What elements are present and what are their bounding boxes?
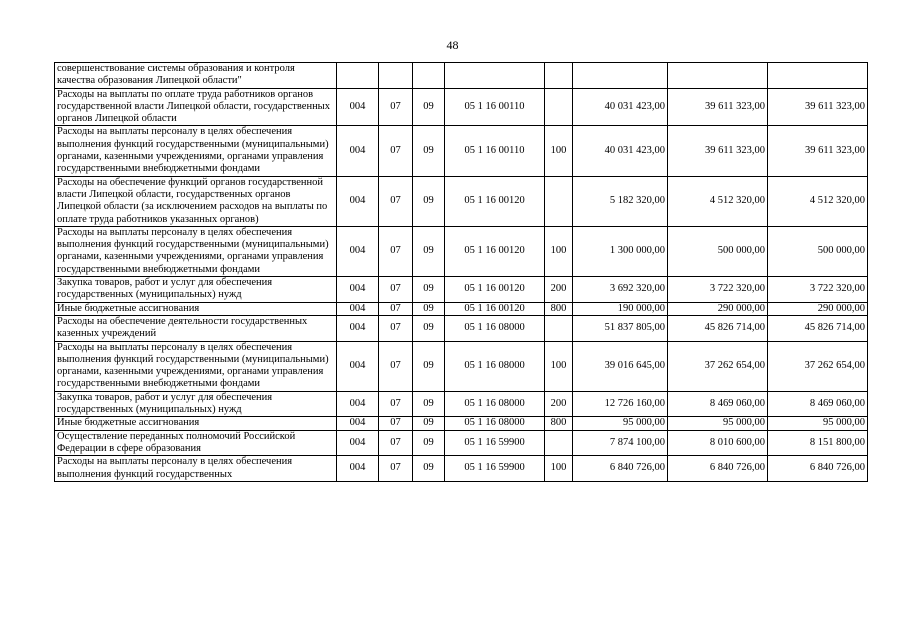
section-code-cell: 07 bbox=[379, 277, 413, 303]
expense-type-cell bbox=[545, 315, 573, 341]
amount-year3-cell: 37 262 654,00 bbox=[768, 341, 868, 391]
expense-type-cell: 200 bbox=[545, 391, 573, 417]
row-name-cell: совершенствование системы образования и контроля качества образования Липецкой области" bbox=[55, 63, 337, 89]
subsection-code-cell: 09 bbox=[413, 430, 445, 456]
amount-year2-cell: 95 000,00 bbox=[668, 417, 768, 430]
budget-table bbox=[54, 62, 868, 482]
target-article-cell: 05 1 16 08000 bbox=[445, 341, 545, 391]
subsection-code-cell: 09 bbox=[413, 126, 445, 176]
table-row bbox=[55, 277, 868, 303]
row-name-cell: Расходы на обеспечение функций органов государственной власти Липецкой области, государственных органов Липецкой области (за исключением расходов на выплаты по оплате труда работников указанных органов) bbox=[55, 176, 337, 226]
row-name-cell: Расходы на выплаты персоналу в целях обеспечения выполнения функций государственными (муниципальными) органами, казенными учреждениями, органами управления государственными внебюджетными фондами bbox=[55, 341, 337, 391]
ministry-code-cell: 004 bbox=[337, 315, 379, 341]
subsection-code-cell: 09 bbox=[413, 391, 445, 417]
expense-type-cell bbox=[545, 88, 573, 126]
section-code-cell bbox=[379, 63, 413, 89]
target-article-cell: 05 1 16 08000 bbox=[445, 417, 545, 430]
amount-year3-cell: 39 611 323,00 bbox=[768, 88, 868, 126]
section-code-cell: 07 bbox=[379, 315, 413, 341]
target-article-cell bbox=[445, 63, 545, 89]
expense-type-cell: 200 bbox=[545, 277, 573, 303]
row-name-cell: Иные бюджетные ассигнования bbox=[55, 302, 337, 315]
amount-year2-cell: 39 611 323,00 bbox=[668, 88, 768, 126]
amount-year1-cell: 1 300 000,00 bbox=[573, 226, 668, 276]
ministry-code-cell: 004 bbox=[337, 126, 379, 176]
section-code-cell: 07 bbox=[379, 391, 413, 417]
expense-type-cell bbox=[545, 63, 573, 89]
section-code-cell: 07 bbox=[379, 88, 413, 126]
table-row bbox=[55, 88, 868, 126]
amount-year2-cell: 39 611 323,00 bbox=[668, 126, 768, 176]
subsection-code-cell: 09 bbox=[413, 302, 445, 315]
expense-type-cell: 100 bbox=[545, 341, 573, 391]
amount-year2-cell: 37 262 654,00 bbox=[668, 341, 768, 391]
subsection-code-cell: 09 bbox=[413, 88, 445, 126]
subsection-code-cell: 09 bbox=[413, 417, 445, 430]
target-article-cell: 05 1 16 59900 bbox=[445, 430, 545, 456]
amount-year3-cell: 500 000,00 bbox=[768, 226, 868, 276]
amount-year3-cell bbox=[768, 63, 868, 89]
expense-type-cell: 800 bbox=[545, 417, 573, 430]
target-article-cell: 05 1 16 59900 bbox=[445, 456, 545, 482]
ministry-code-cell: 004 bbox=[337, 391, 379, 417]
amount-year1-cell: 51 837 805,00 bbox=[573, 315, 668, 341]
section-code-cell: 07 bbox=[379, 341, 413, 391]
table-row bbox=[55, 302, 868, 315]
ministry-code-cell bbox=[337, 63, 379, 89]
row-name-cell: Закупка товаров, работ и услуг для обеспечения государственных (муниципальных) нужд bbox=[55, 391, 337, 417]
ministry-code-cell: 004 bbox=[337, 176, 379, 226]
ministry-code-cell: 004 bbox=[337, 226, 379, 276]
section-code-cell: 07 bbox=[379, 456, 413, 482]
row-name-cell: Расходы на выплаты персоналу в целях обеспечения выполнения функций государственными (муниципальными) органами, казенными учреждениями, органами управления государственными внебюджетными фондами bbox=[55, 126, 337, 176]
amount-year3-cell: 6 840 726,00 bbox=[768, 456, 868, 482]
subsection-code-cell: 09 bbox=[413, 341, 445, 391]
section-code-cell: 07 bbox=[379, 226, 413, 276]
subsection-code-cell: 09 bbox=[413, 315, 445, 341]
expense-type-cell: 800 bbox=[545, 302, 573, 315]
target-article-cell: 05 1 16 08000 bbox=[445, 315, 545, 341]
amount-year1-cell: 6 840 726,00 bbox=[573, 456, 668, 482]
target-article-cell: 05 1 16 00110 bbox=[445, 88, 545, 126]
amount-year3-cell: 290 000,00 bbox=[768, 302, 868, 315]
expense-type-cell: 100 bbox=[545, 126, 573, 176]
amount-year2-cell: 8 010 600,00 bbox=[668, 430, 768, 456]
table-row bbox=[55, 315, 868, 341]
expense-type-cell: 100 bbox=[545, 456, 573, 482]
subsection-code-cell: 09 bbox=[413, 456, 445, 482]
section-code-cell: 07 bbox=[379, 126, 413, 176]
row-name-cell: Иные бюджетные ассигнования bbox=[55, 417, 337, 430]
target-article-cell: 05 1 16 08000 bbox=[445, 391, 545, 417]
table-row bbox=[55, 430, 868, 456]
amount-year1-cell: 12 726 160,00 bbox=[573, 391, 668, 417]
expense-type-cell bbox=[545, 430, 573, 456]
row-name-cell: Расходы на выплаты по оплате труда работников органов государственной власти Липецкой области, государственных органов Липецкой области bbox=[55, 88, 337, 126]
row-name-cell: Расходы на выплаты персоналу в целях обеспечения выполнения функций государственных bbox=[55, 456, 337, 482]
amount-year3-cell: 4 512 320,00 bbox=[768, 176, 868, 226]
amount-year2-cell: 6 840 726,00 bbox=[668, 456, 768, 482]
target-article-cell: 05 1 16 00110 bbox=[445, 126, 545, 176]
target-article-cell: 05 1 16 00120 bbox=[445, 277, 545, 303]
table-row bbox=[55, 176, 868, 226]
expense-type-cell: 100 bbox=[545, 226, 573, 276]
subsection-code-cell: 09 bbox=[413, 176, 445, 226]
amount-year3-cell: 39 611 323,00 bbox=[768, 126, 868, 176]
section-code-cell: 07 bbox=[379, 176, 413, 226]
section-code-cell: 07 bbox=[379, 430, 413, 456]
amount-year1-cell: 5 182 320,00 bbox=[573, 176, 668, 226]
amount-year2-cell: 45 826 714,00 bbox=[668, 315, 768, 341]
amount-year2-cell bbox=[668, 63, 768, 89]
amount-year1-cell: 40 031 423,00 bbox=[573, 88, 668, 126]
amount-year1-cell: 3 692 320,00 bbox=[573, 277, 668, 303]
table-body bbox=[55, 63, 868, 482]
target-article-cell: 05 1 16 00120 bbox=[445, 302, 545, 315]
table-row bbox=[55, 63, 868, 89]
amount-year1-cell: 190 000,00 bbox=[573, 302, 668, 315]
ministry-code-cell: 004 bbox=[337, 302, 379, 315]
amount-year3-cell: 45 826 714,00 bbox=[768, 315, 868, 341]
row-name-cell: Расходы на выплаты персоналу в целях обеспечения выполнения функций государственными (муниципальными) органами, казенными учреждениями, органами управления государственными внебюджетными фондами bbox=[55, 226, 337, 276]
table-row bbox=[55, 226, 868, 276]
amount-year2-cell: 8 469 060,00 bbox=[668, 391, 768, 417]
ministry-code-cell: 004 bbox=[337, 430, 379, 456]
amount-year1-cell: 39 016 645,00 bbox=[573, 341, 668, 391]
row-name-cell: Расходы на обеспечение деятельности государственных казенных учреждений bbox=[55, 315, 337, 341]
amount-year2-cell: 3 722 320,00 bbox=[668, 277, 768, 303]
expense-type-cell bbox=[545, 176, 573, 226]
table-row bbox=[55, 417, 868, 430]
table-row bbox=[55, 391, 868, 417]
section-code-cell: 07 bbox=[379, 302, 413, 315]
amount-year3-cell: 8 469 060,00 bbox=[768, 391, 868, 417]
ministry-code-cell: 004 bbox=[337, 341, 379, 391]
amount-year3-cell: 8 151 800,00 bbox=[768, 430, 868, 456]
table-row bbox=[55, 456, 868, 482]
section-code-cell: 07 bbox=[379, 417, 413, 430]
amount-year1-cell bbox=[573, 63, 668, 89]
amount-year2-cell: 290 000,00 bbox=[668, 302, 768, 315]
target-article-cell: 05 1 16 00120 bbox=[445, 226, 545, 276]
ministry-code-cell: 004 bbox=[337, 277, 379, 303]
subsection-code-cell: 09 bbox=[413, 226, 445, 276]
amount-year2-cell: 500 000,00 bbox=[668, 226, 768, 276]
subsection-code-cell bbox=[413, 63, 445, 89]
target-article-cell: 05 1 16 00120 bbox=[445, 176, 545, 226]
amount-year2-cell: 4 512 320,00 bbox=[668, 176, 768, 226]
ministry-code-cell: 004 bbox=[337, 417, 379, 430]
amount-year3-cell: 3 722 320,00 bbox=[768, 277, 868, 303]
amount-year1-cell: 7 874 100,00 bbox=[573, 430, 668, 456]
amount-year1-cell: 40 031 423,00 bbox=[573, 126, 668, 176]
ministry-code-cell: 004 bbox=[337, 88, 379, 126]
row-name-cell: Осуществление переданных полномочий Российской Федерации в сфере образования bbox=[55, 430, 337, 456]
table-row bbox=[55, 126, 868, 176]
amount-year3-cell: 95 000,00 bbox=[768, 417, 868, 430]
row-name-cell: Закупка товаров, работ и услуг для обеспечения государственных (муниципальных) нужд bbox=[55, 277, 337, 303]
table-row bbox=[55, 341, 868, 391]
ministry-code-cell: 004 bbox=[337, 456, 379, 482]
subsection-code-cell: 09 bbox=[413, 277, 445, 303]
amount-year1-cell: 95 000,00 bbox=[573, 417, 668, 430]
page-number: 48 bbox=[446, 38, 459, 52]
